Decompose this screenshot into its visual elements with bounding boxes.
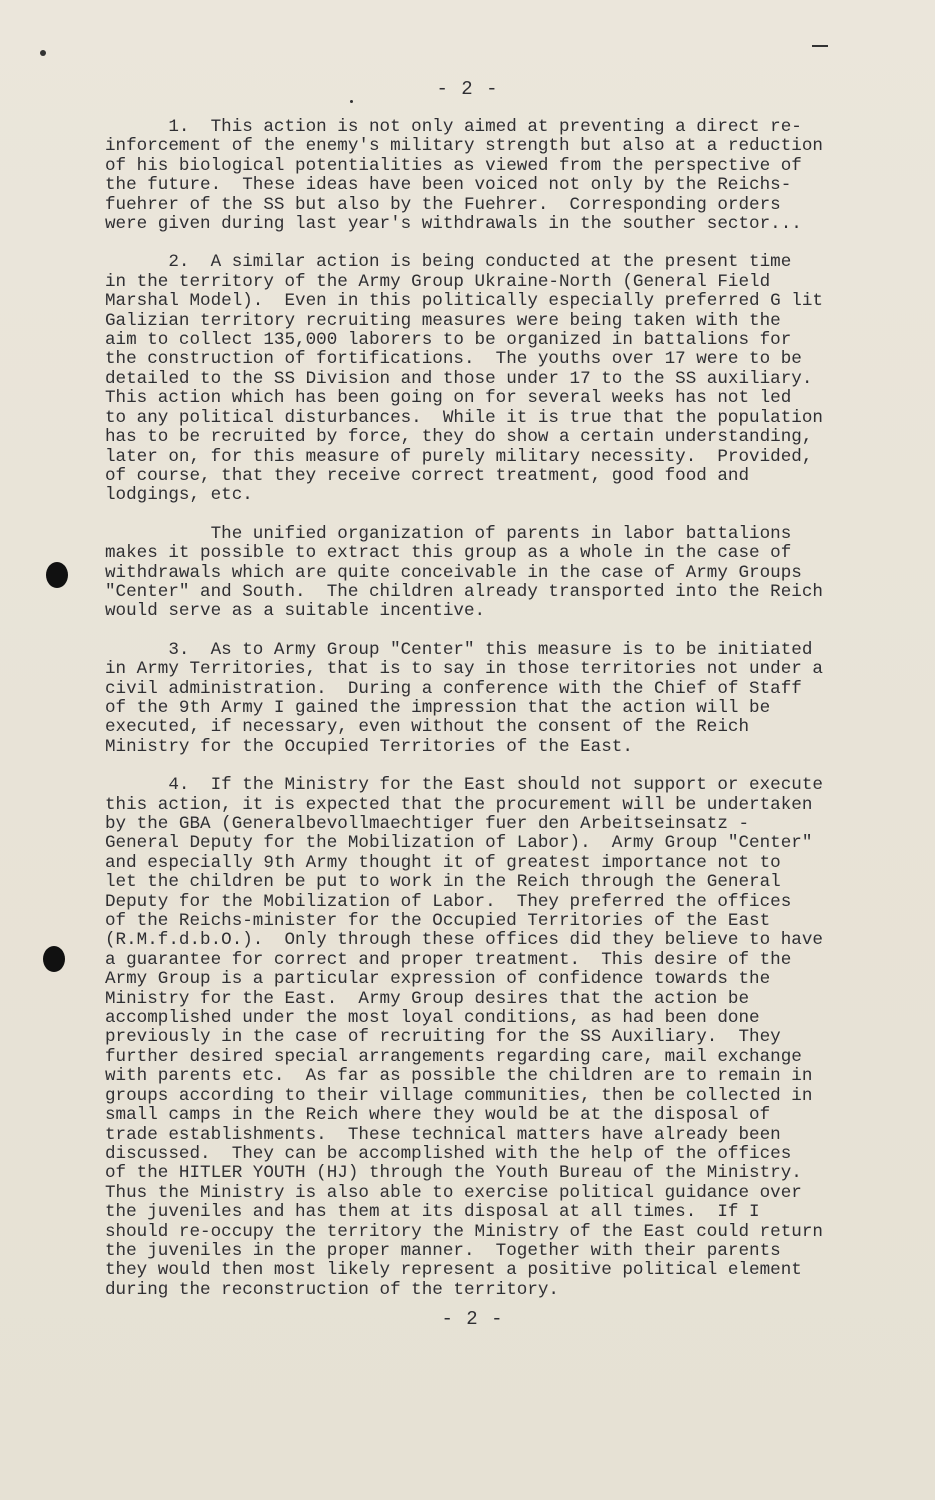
- page-number-footer: - 2 -: [441, 1308, 504, 1330]
- ink-speck: [40, 50, 46, 56]
- paragraph-4: 4. If the Ministry for the East should not support or execute this action, it is expected that the procurement will be undertaken by the GBA (Generalbevollmaechtiger fuer den Arbeitseinsatz - General Deputy for the Mobilization of Labor). Army Group "Center" and especially 9th Army thought it of greatest importance not to let the children be put to work in the Reich through the General Deputy for the Mobilization of Labor. They preferred the offices of the Reichs-minister for the Occupied Territories of the East (R.M.f.d.b.O.). Only through these offices did they believe to have a guarantee for correct and proper treatment. This desire of the Army Group is a particular expression of confidence towards the Ministry for the East. Army Group desires that the action be accomplished under the most loyal conditions, as had been done previously in the case of recruiting for the SS Auxiliary. They further desired special arrangements regarding care, mail exchange with parents etc. As far as possible the children are to remain in groups according to their village communities, then be collected in small camps in the Reich where they would be at the disposal of trade establishments. These technical matters have already been discussed. They can be accomplished with the help of the offices of the HITLER YOUTH (HJ) through the Youth Bureau of the Ministry. Thus the Ministry is also able to exercise political guidance over the juveniles and has them at its disposal at all times. If I should re-occupy the territory the Ministry of the East could return the juveniles in the proper manner. Together with their parents they would then most likely represent a positive political element during the reconstruction of the territory.: [105, 775, 823, 1300]
- ink-mark: [812, 45, 828, 47]
- page-number-header: - 2 -: [436, 78, 499, 100]
- document-body: [105, 118, 905, 1319]
- paragraph-1: 1. This action is not only aimed at preventing a direct re- inforcement of the enemy's military strength but also at a reduction of his biological potentialities as viewed from the perspective of the future. These ideas have been voiced not only by the Reichs- fuehrer of the SS but also by the Fuehrer. Corresponding orders were given during last year's withdrawals in the souther sector...: [105, 117, 823, 235]
- paragraph-2-continued: The unified organization of parents in labor battalions makes it possible to extract this group as a whole in the case of withdrawals which are quite conceivable in the case of Army Groups "Center" and South. The children already transported into the Reich would serve as a suitable incentive.: [105, 523, 823, 622]
- paragraph-3: 3. As to Army Group "Center" this measure is to be initiated in Army Territories, that is to say in those territories not under a civil administration. During a conference with the Chief of Staff of the 9th Army I gained the impression that the action will be executed, if necessary, even without the consent of the Reich Ministry for the Occupied Territories of the East.: [105, 639, 823, 757]
- ink-dot: [350, 100, 353, 103]
- paragraph-2: 2. A similar action is being conducted at the present time in the territory of the Army Group Ukraine-North (General Field Marshal Model). Even in this politically especially preferred G lit Galizian territory recruiting measures were being taken with the aim to collect 135,000 laborers to be organized in battalions for the construction of fortifications. The youths over 17 were to be detailed to the SS Division and those under 17 to the SS auxiliary. This action which has been going on for several weeks has not led to any political disturbances. While it is true that the population has to be recruited by force, they do show a certain understanding, later on, for this measure of purely military necessity. Provided, of course, that they receive correct treatment, good food and lodgings, etc.: [105, 252, 823, 506]
- punch-hole: [46, 562, 68, 588]
- punch-hole: [43, 946, 65, 972]
